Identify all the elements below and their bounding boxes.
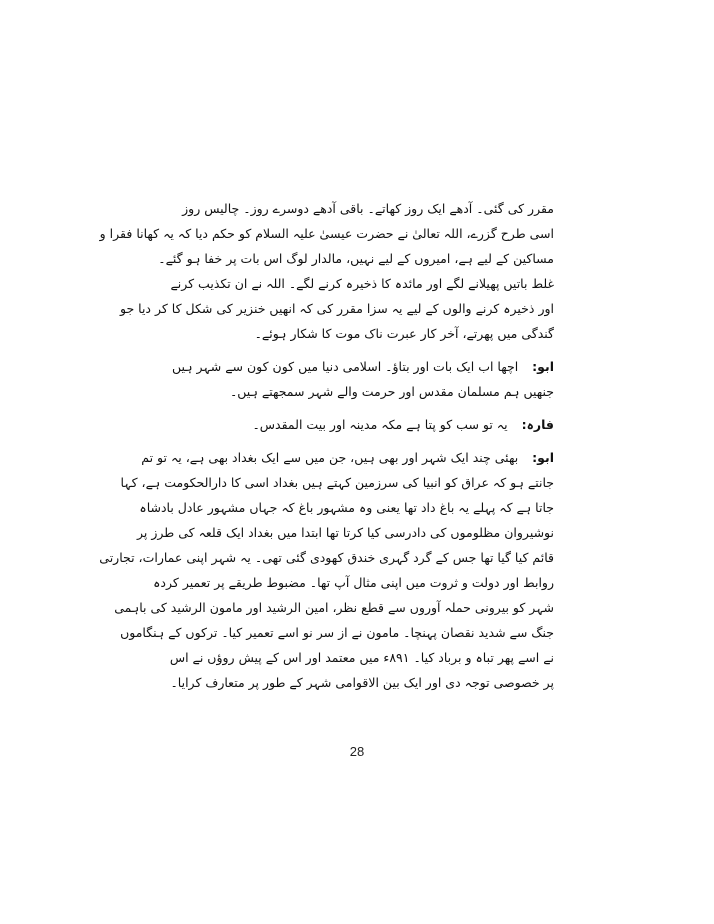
text-line: نے اسے پھر تباہ و برباد کیا۔ ۸۹۱ء میں معتمد اور اس کے پیش روؤں نے اس (169, 650, 554, 665)
paragraph-gap (160, 346, 554, 354)
text-line: جانتے ہو کہ عراق کو انبیا کی سرزمین کہتے ہیں بغداد اسی کا دارالحکومت ہے، کہا (120, 475, 554, 490)
text-line: مقرر کی گئی۔ آدھے ایک روز کھاتے۔ باقی آدھے دوسرے روز۔ چالیس روز (182, 201, 554, 216)
text-line: قائم کیا گیا تھا جس کے گرد گہری خندق کھودی گئی تھی۔ یہ شہر اپنی عمارات، تجارتی (99, 550, 554, 565)
text-line: گندگی میں پھرتے، آخر کار عبرت ناک موت کا شکار ہوئے۔ (254, 326, 554, 341)
text-line: اسی طرح گزرے، اللہ تعالیٰ نے حضرت عیسیٰ علیہ السلام کو حکم دیا کہ یہ کھانا فقرا و (99, 226, 554, 241)
page-number: 28 (349, 744, 365, 759)
text-line: شہر کو بیرونی حملہ آوروں سے قطع نظر، امین الرشید اور مامون الرشید کی باہمی (114, 600, 554, 615)
text-line: جاتا ہے کہ پہلے یہ باغ داد تھا یعنی وہ مشہور باغ کہ جہاں مشہور عادل بادشاہ (139, 500, 554, 515)
text-line (160, 354, 554, 379)
speaker-label: فارہ: (521, 417, 554, 432)
text-line: غلط باتیں پھیلانے لگے اور مائدہ کا ذخیرہ کرنے لگے۔ اللہ نے ان تکذیب کرنے (170, 276, 554, 291)
text-line: روابط اور دولت و ثروت میں اپنی مثال آپ تھا۔ مضبوط طریقے پر تعمیر کردہ (153, 575, 554, 590)
text-line: مساکین کے لیے ہے، امیروں کے لیے نہیں، مالدار لوگ اس بات پر خفا ہو گئے۔ (158, 251, 554, 266)
paragraph-dialogue-1 (160, 354, 554, 404)
paragraph-gap (160, 437, 554, 445)
text-line: پر خصوصی توجہ دی اور ایک بین الاقوامی شہر کے طور پر متعارف کرایا۔ (170, 675, 554, 690)
paragraph-dialogue-2 (160, 412, 554, 437)
paragraph-dialogue-3 (99, 445, 554, 695)
speaker-label: ابو: (532, 359, 554, 374)
speaker-label: ابو: (532, 450, 554, 465)
paragraph-gap (160, 404, 554, 412)
text-line: اور ذخیرہ کرنے والوں کے لیے یہ سزا مقرر کی کہ انھیں خنزیر کی شکل کا کر دیا جو (119, 301, 554, 316)
text-line: نوشیروان مظلوموں کی دادرسی کیا کرتا تھا ابتدا میں بغداد ایک قلعہ کی طرز پر (137, 525, 554, 540)
text-line: جنگ سے شدید نقصان پہنچا۔ مامون نے از سر نو اسے تعمیر کیا۔ ترکوں کے ہنگاموں (120, 625, 554, 640)
body-text (99, 196, 554, 695)
text-line (141, 445, 554, 470)
dialogue-text: بھئی چند ایک شہر اور بھی ہیں، جن میں سے ایک بغداد بھی ہے، یہ تو تم (141, 450, 519, 465)
dialogue-text: اچھا اب ایک بات اور بتاؤ۔ اسلامی دنیا میں کون کون سے شہر ہیں (171, 359, 519, 374)
dialogue-text: یہ تو سب کو پتا ہے مکہ مدینہ اور بیت المقدس۔ (252, 417, 508, 432)
text-line (160, 412, 554, 437)
paragraph-intro (99, 196, 554, 346)
text-line: جنھیں ہم مسلمان مقدس اور حرمت والے شہر سمجھتے ہیں۔ (229, 384, 554, 399)
